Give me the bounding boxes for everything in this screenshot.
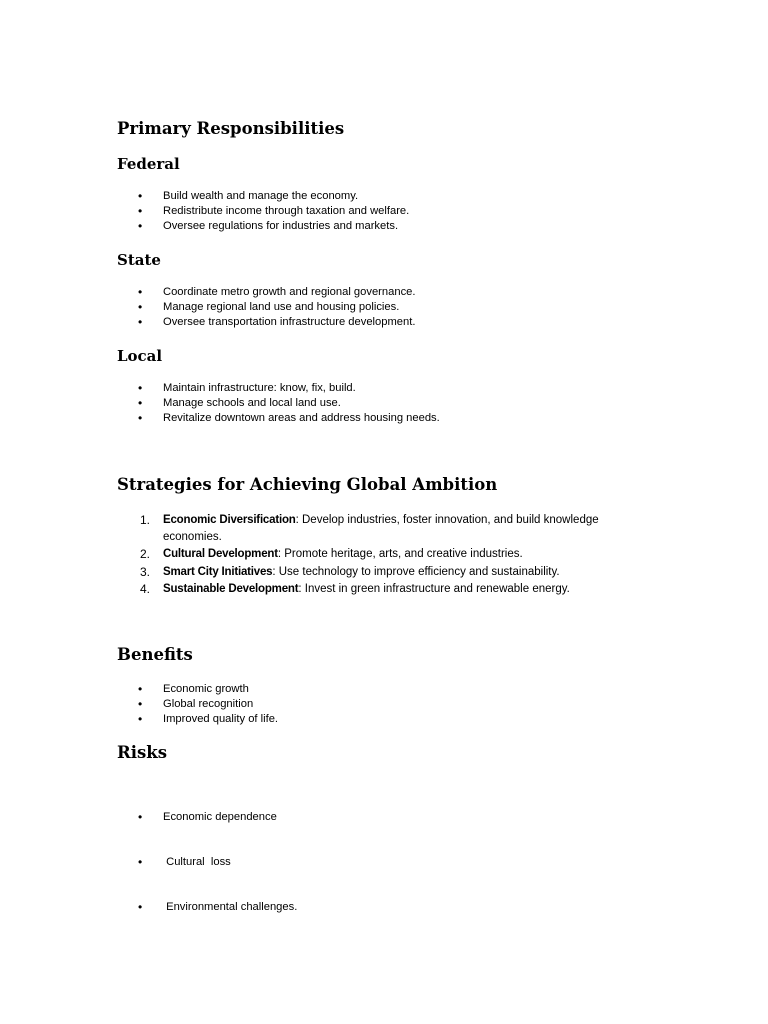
strategies-list <box>117 512 637 599</box>
list-number: 2. <box>140 547 151 561</box>
list-item: • Environmental challenges. <box>117 900 637 915</box>
strategies-heading: Strategies for Achieving Global Ambition <box>117 475 498 494</box>
local-list <box>117 381 637 426</box>
strategy-term: Sustainable Development <box>163 583 299 595</box>
list-item <box>117 564 637 581</box>
list-number: 4. <box>140 582 151 596</box>
list-item: • Manage regional land use and housing policies. <box>117 300 637 315</box>
strategy-text: : Invest in green infrastructure and renewable energy. <box>298 583 570 595</box>
benefits-heading: Benefits <box>117 645 193 664</box>
list-item <box>117 512 637 545</box>
list-item: • Coordinate metro growth and regional governance. <box>117 285 637 300</box>
list-number: 1. <box>140 513 151 527</box>
risks-heading: Risks <box>117 743 167 762</box>
list-item <box>117 581 637 598</box>
benefits-list <box>117 682 637 727</box>
list-item: • Economic dependence <box>117 810 637 825</box>
strategy-text: : Use technology to improve efficiency and sustainability. <box>272 565 560 578</box>
strategy-term: Economic Diversification <box>163 514 296 526</box>
list-item: • Improved quality of life. <box>117 712 637 727</box>
list-item: • Revitalize downtown areas and address housing needs. <box>117 411 637 426</box>
list-item: • Oversee regulations for industries and markets. <box>117 219 637 234</box>
state-heading: State <box>117 251 161 269</box>
federal-list <box>117 189 637 234</box>
list-item: • Global recognition <box>117 697 637 712</box>
federal-heading: Federal <box>117 155 180 173</box>
strategy-term: Cultural Development <box>163 548 278 560</box>
list-item: • Cultural loss <box>117 855 637 870</box>
list-item: • Maintain infrastructure: know, fix, build. <box>117 381 637 396</box>
state-list <box>117 285 637 330</box>
list-item <box>117 546 637 563</box>
risks-list <box>117 780 637 945</box>
strategy-text: : Develop industries, foster innovation, and build knowledge economies. <box>163 514 599 543</box>
list-number: 3. <box>140 564 151 579</box>
local-heading: Local <box>117 347 163 365</box>
list-item: • Oversee transportation infrastructure development. <box>117 315 637 330</box>
list-item: • Redistribute income through taxation and welfare. <box>117 204 637 219</box>
strategy-term: Smart City Initiatives <box>163 565 273 578</box>
primary-responsibilities-heading: Primary Responsibilities <box>117 119 345 138</box>
list-item: • Economic growth <box>117 682 637 697</box>
strategy-text: : Promote heritage, arts, and creative industries. <box>277 548 523 560</box>
list-item: • Manage schools and local land use. <box>117 396 637 411</box>
list-item: • Build wealth and manage the economy. <box>117 189 637 204</box>
